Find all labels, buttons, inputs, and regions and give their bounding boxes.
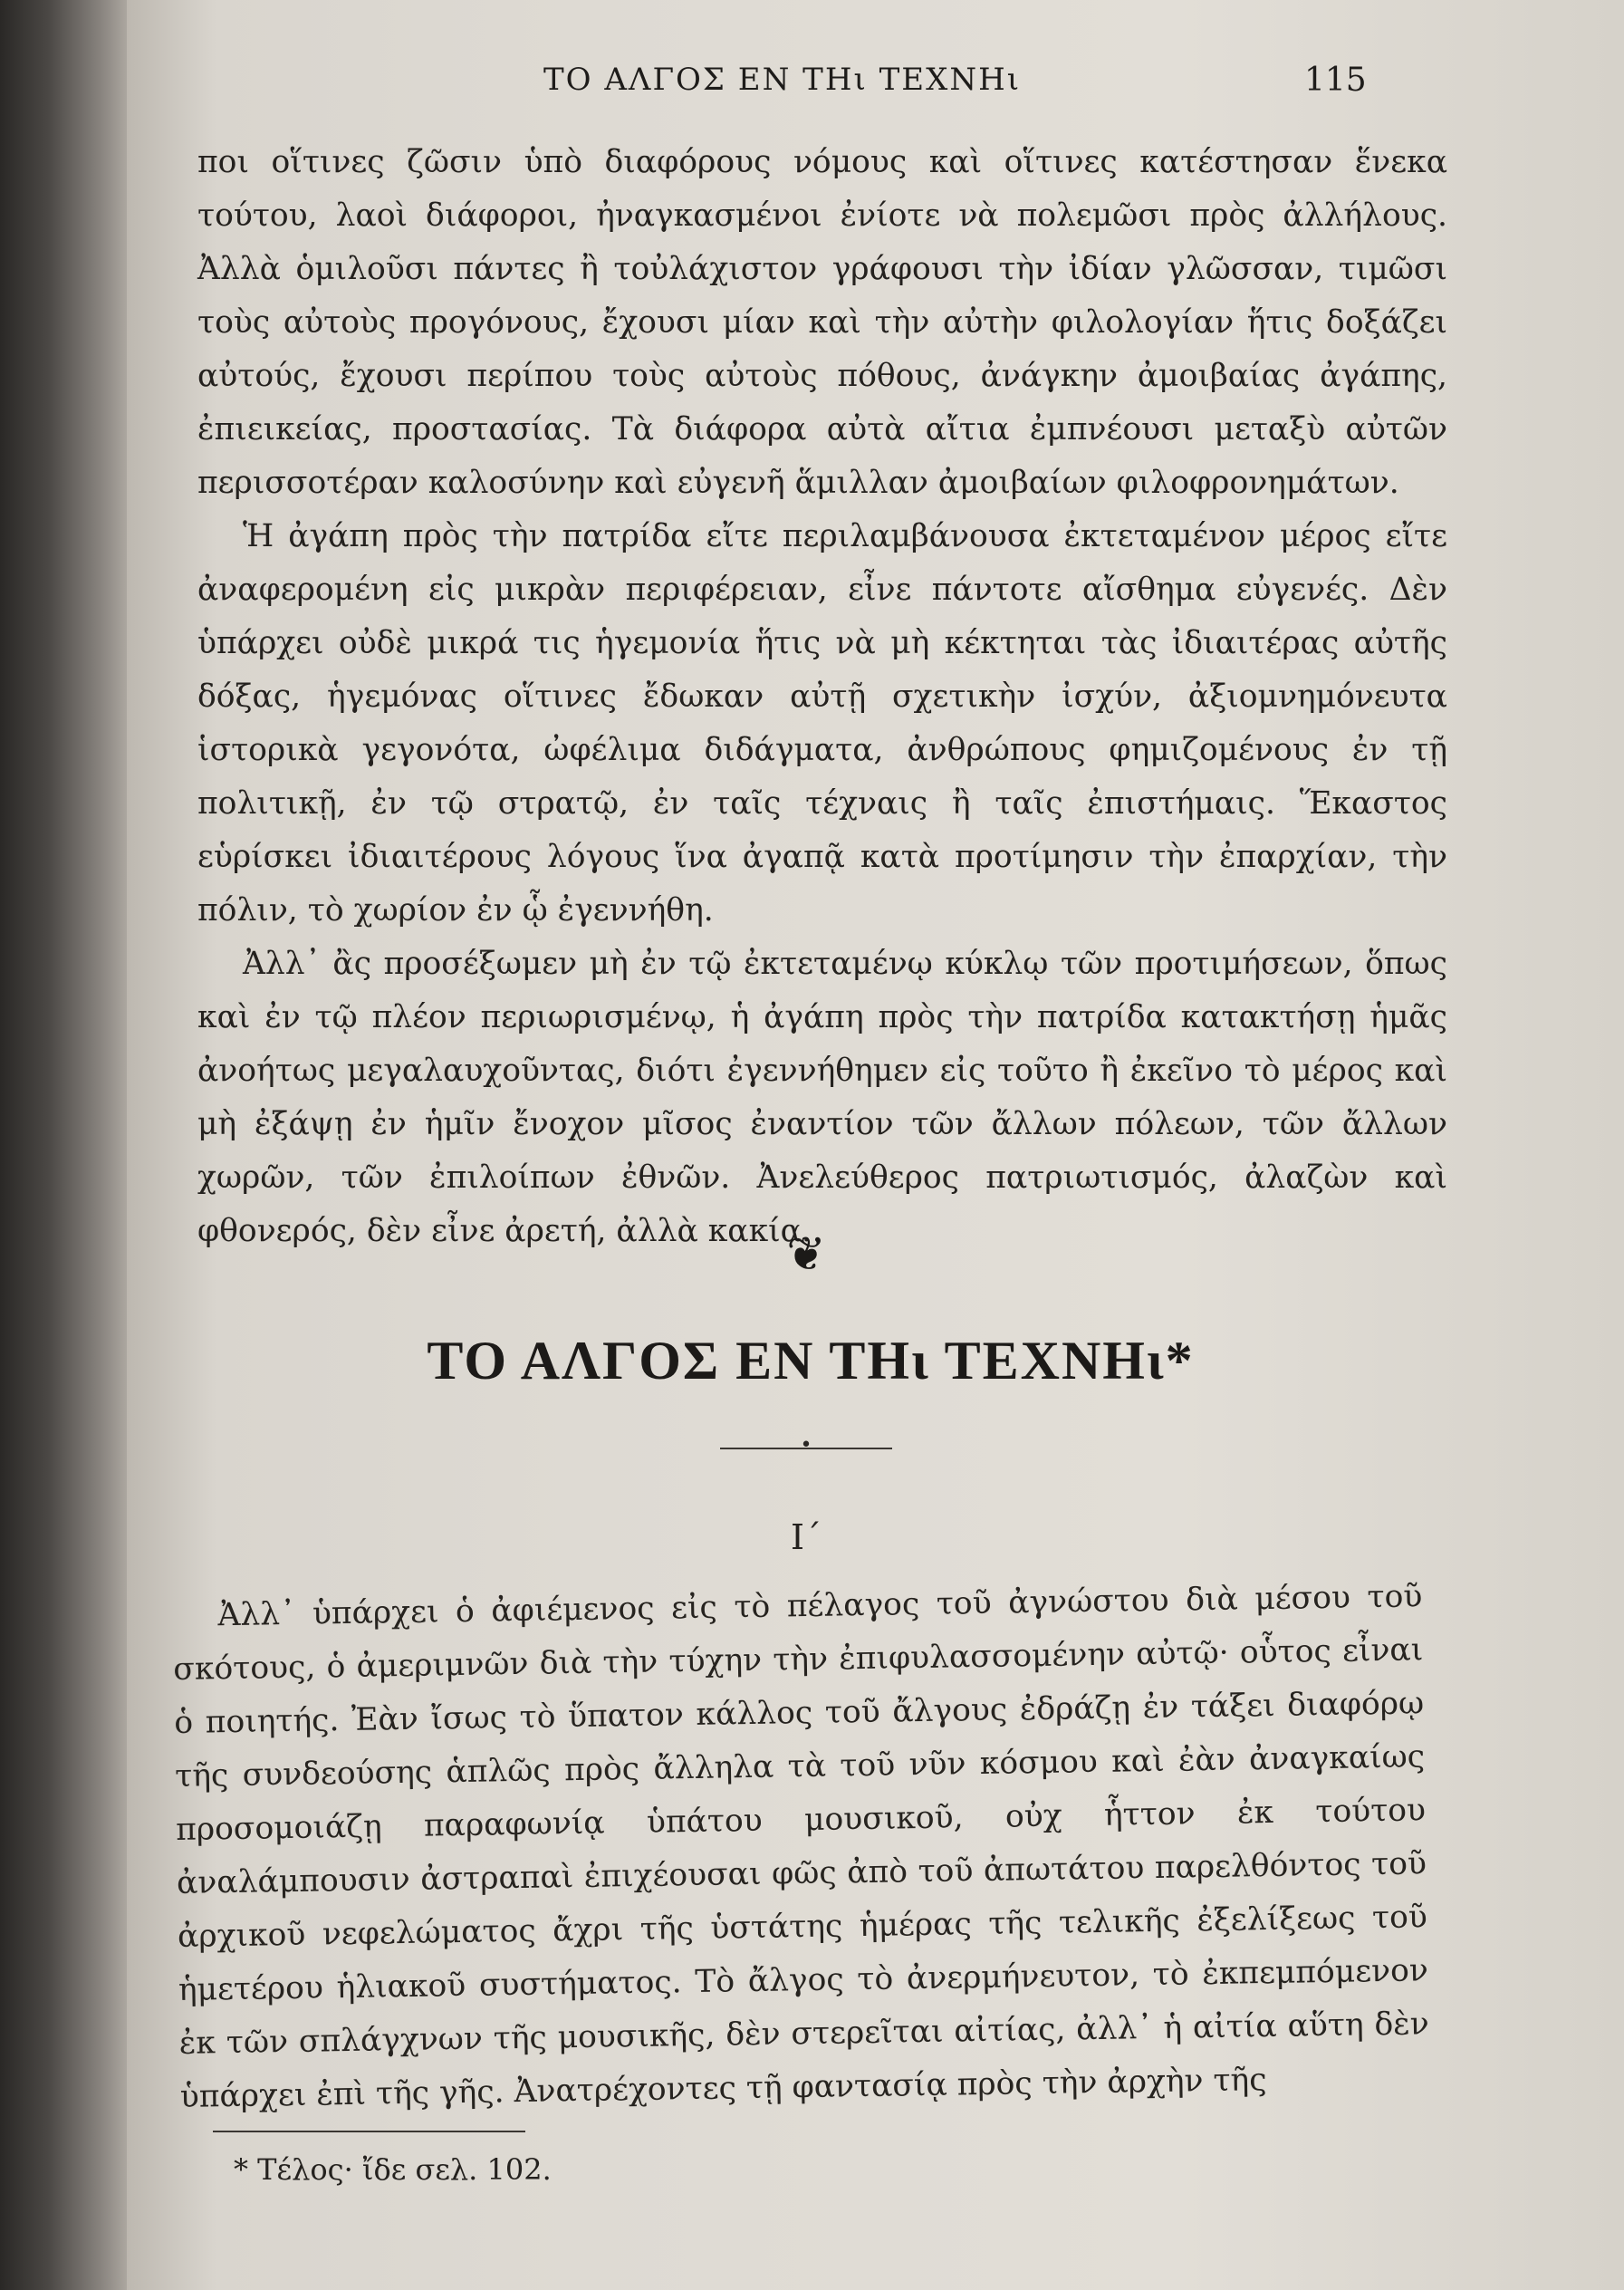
- footnote: * Τέλος· ἴδε σελ. 102.: [234, 2152, 552, 2187]
- body-text: [197, 136, 1447, 1258]
- paragraph-continuation: ποι οἵτινες ζῶσιν ὑπὸ διαφόρους νόμους καὶ οἵτινες κατέστησαν ἕνεκα τούτου, λαοὶ διάφοροι, ἠναγκασμένοι ἐνίοτε νὰ πολεμῶσι πρὸς ἀλλήλους. Ἀλλὰ ὁμιλοῦσι πάντες ἢ τοὐλάχιστον γράφουσι τὴν ἰδίαν γλῶσσαν, τιμῶσι τοὺς αὐτοὺς προγόνους, ἔχουσι μίαν καὶ τὴν αὐτὴν φιλολογίαν ἥτις δοξάζει αὐτούς, ἔχουσι περίπου τοὺς αὐτοὺς πόθους, ἀνάγκην ἀμοιβαίας ἀγάπης, ἐπιεικείας, προστασίας. Τὰ διάφορα αὐτὰ αἴτια ἐμπνέουσι μεταξὺ αὐτῶν περισσοτέραν καλοσύνην καὶ εὐγενῆ ἅμιλλαν ἀμοιβαίων φιλοφρονημάτων.: [197, 144, 1447, 501]
- footnote-rule: [213, 2131, 525, 2132]
- section-title: ΤΟ ΑΛΓΟΣ ΕΝ ΤΗι ΤΕΧΝΗι*: [427, 1331, 1195, 1390]
- book-page: [127, 0, 1624, 2290]
- fleuron-ornament-icon: ❦: [786, 1227, 826, 1282]
- page-number: 115: [1304, 62, 1367, 99]
- page-header: [127, 62, 1624, 107]
- paragraph-patriotism-warning: Ἀλλ᾽ ἂς προσέξωμεν μὴ ἐν τῷ ἐκτεταμένῳ κύκλῳ τῶν προτιμήσεων, ὅπως καὶ ἐν τῷ πλέον περιωρισμένῳ, ἡ ἀγάπη πρὸς τὴν πατρίδα κατακτήσῃ ἡμᾶς ἀνοήτως μεγαλαυχοῦντας, διότι ἐγεννήθημεν εἰς τοῦτο ἢ ἐκεῖνο τὸ μέρος καὶ μὴ ἐξάψῃ ἐν ἡμῖν ἔνοχον μῖσος ἐναντίον τῶν ἄλλων πόλεων, τῶν ἄλλων χωρῶν, τῶν ἐπιλοίπων ἐθνῶν. Ἀνελεύθερος πατριωτισμός, ἀλαζὼν καὶ φθονερός, δὲν εἶνε ἀρετή, ἀλλὰ κακία.: [197, 946, 1447, 1249]
- title-rule-ornament: •: [800, 1434, 812, 1457]
- running-head: ΤΟ ΑΛΓΟΣ ΕΝ ΤΗι ΤΕΧΝΗι: [543, 62, 1022, 98]
- book-gutter-shadow: [0, 0, 136, 2290]
- chapter-text: [172, 1570, 1430, 2124]
- paragraph-love-of-homeland: Ἡ ἀγάπη πρὸς τὴν πατρίδα εἴτε περιλαμβάνουσα ἐκτεταμένον μέρος εἴτε ἀναφερομένη εἰς μικρὰν περιφέρειαν, εἶνε πάντοτε αἴσθημα εὐγενές. Δὲν ὑπάρχει οὐδὲ μικρά τις ἡγεμονία ἥτις νὰ μὴ κέκτηται τὰς ἰδιαιτέρας αὐτῆς δόξας, ἡγεμόνας οἵτινες ἔδωκαν αὐτῇ σχετικὴν ἰσχύν, ἀξιομνημόνευτα ἱστορικὰ γεγονότα, ὠφέλιμα διδάγματα, ἀνθρώπους φημιζομένους ἐν τῇ πολιτικῇ, ἐν τῷ στρατῷ, ἐν ταῖς τέχναις ἢ ταῖς ἐπιστήμαις. Ἕκαστος εὑρίσκει ἰδιαιτέρους λόγους ἵνα ἀγαπᾷ κατὰ προτίμησιν τὴν ἐπαρχίαν, τὴν πόλιν, τὸ χωρίον ἐν ᾧ ἐγεννήθη.: [197, 518, 1447, 929]
- chapter-paragraph: Ἀλλ᾽ ὑπάρχει ὁ ἀφιέμενος εἰς τὸ πέλαγος τοῦ ἀγνώστου διὰ μέσου τοῦ σκότους, ὁ ἀμεριμνῶν διὰ τὴν τύχην τὴν ἐπιφυλασσομένην αὐτῷ· οὗτος εἶναι ὁ ποιητής. Ἐὰν ἴσως τὸ ὕπατον κάλλος τοῦ ἄλγους ἐδράζῃ ἐν τάξει διαφόρῳ τῆς συνδεούσης ἁπλῶς πρὸς ἄλληλα τὰ τοῦ νῦν κόσμου καὶ ἐὰν ἀναγκαίως προσομοιάζῃ παραφωνίᾳ ὑπάτου μουσικοῦ, οὐχ ἧττον ἐκ τούτου ἀναλάμπουσιν ἀστραπαὶ ἐπιχέουσαι φῶς ἀπὸ τοῦ ἀπωτάτου παρελθόντος τοῦ ἀρχικοῦ νεφελώματος ἄχρι τῆς ὑστάτης ἡμέρας τῆς τελικῆς ἐξελίξεως τοῦ ἡμετέρου ἡλιακοῦ συστήματος. Τὸ ἄλγος τὸ ἀνερμήνευτον, τὸ ἐκπεμπόμενον ἐκ τῶν σπλάγχνων τῆς μουσικῆς, δὲν στερεῖται αἰτίας, ἀλλ᾽ ἡ αἰτία αὕτη δὲν ὑπάρχει ἐπὶ τῆς γῆς. Ἀνατρέχοντες τῇ φαντασίᾳ πρὸς τὴν ἀρχὴν τῆς: [173, 1578, 1430, 2115]
- chapter-numeral: Ι´: [790, 1517, 822, 1557]
